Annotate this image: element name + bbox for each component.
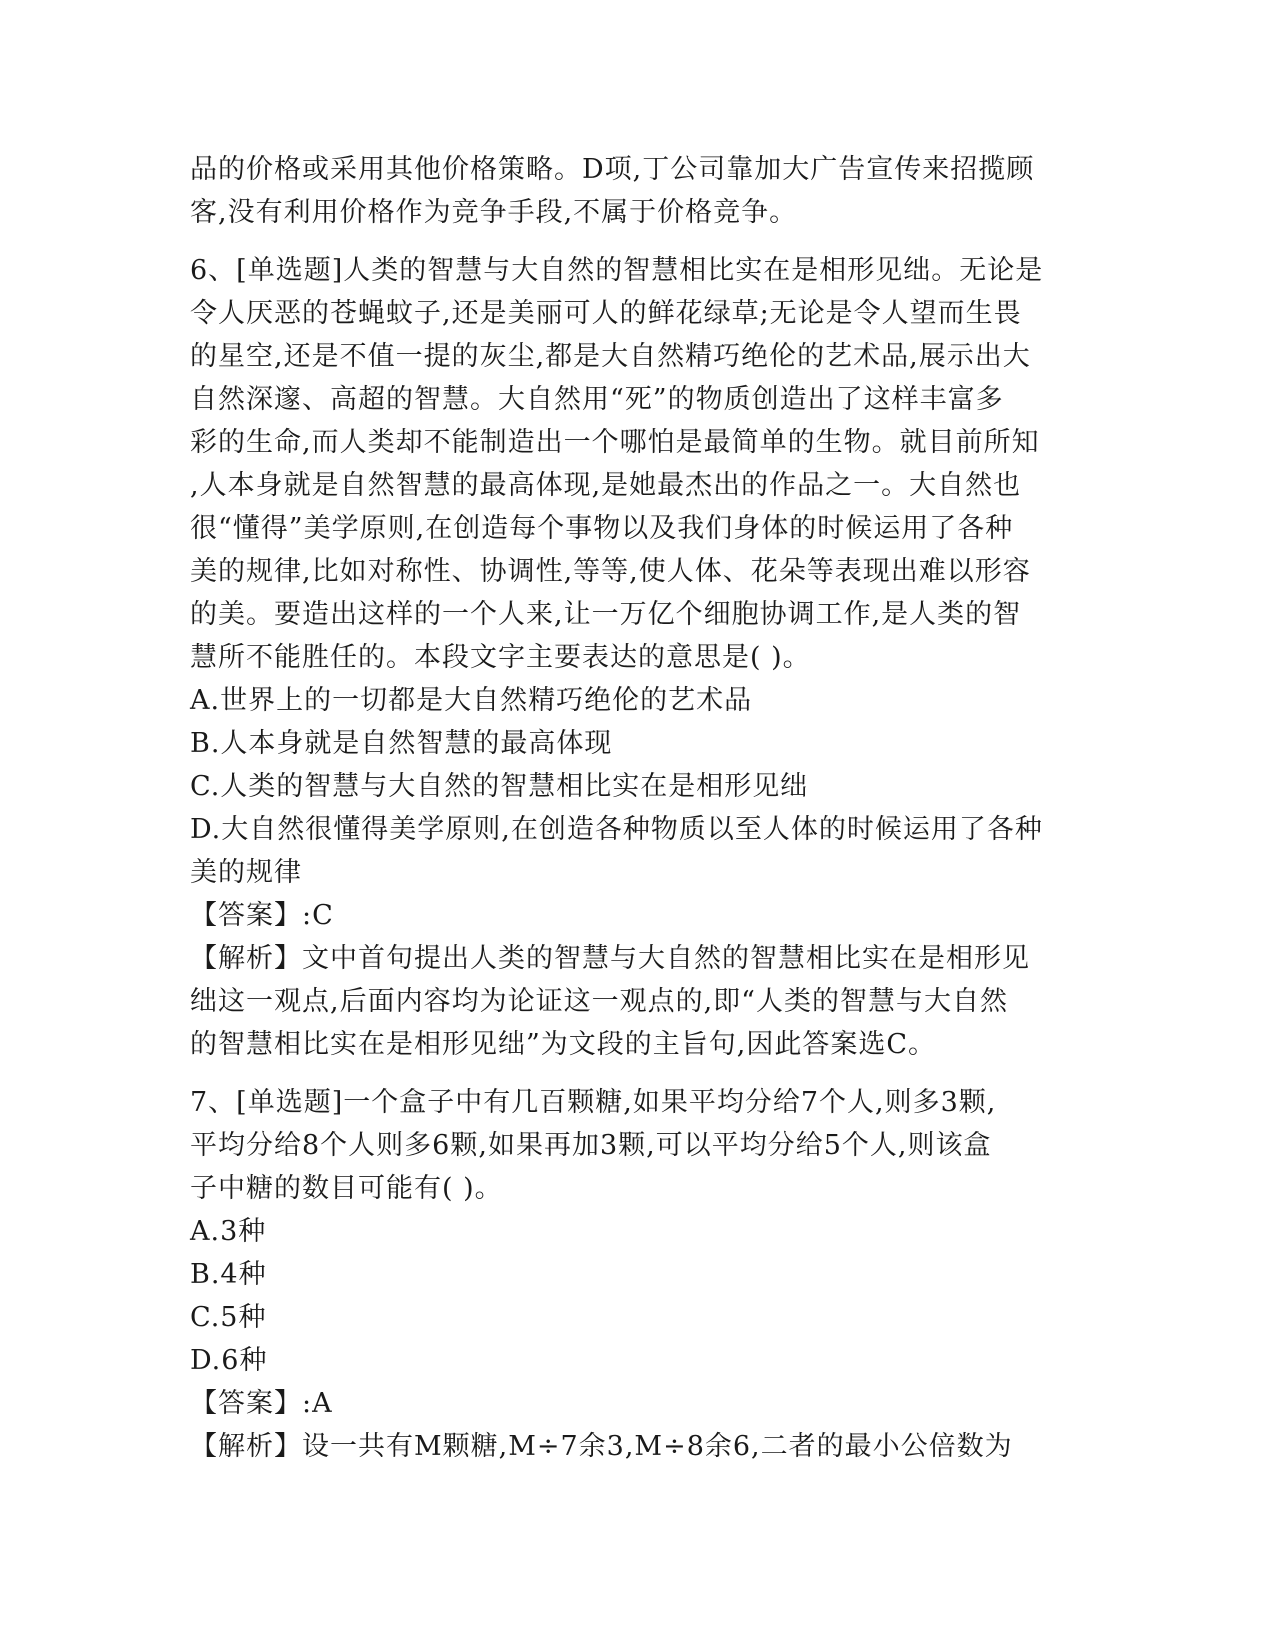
question-7 (190, 1081, 1070, 1468)
document-page (190, 148, 1070, 1468)
option-d: D.大自然很懂得美学原则,在创造各种物质以至人体的时候运用了各种 (190, 814, 1043, 845)
option-b: B.人本身就是自然智慧的最高体现 (190, 728, 613, 759)
question-line: 的星空,还是不值一提的灰尘,都是大自然精巧绝伦的艺术品,展示出大 (190, 341, 1031, 372)
previous-explanation (190, 148, 1070, 234)
option-d: D.6种 (190, 1345, 268, 1376)
question-line: 很“懂得”美学原则,在创造每个事物以及我们身体的时候运用了各种 (190, 513, 1014, 544)
question-line: 子中糖的数目可能有( )。 (190, 1173, 503, 1204)
option-c: C.人类的智慧与大自然的智慧相比实在是相形见绌 (190, 771, 809, 802)
question-line: 6、[单选题]人类的智慧与大自然的智慧相比实在是相形见绌。无论是 (190, 255, 1044, 286)
question-6 (190, 249, 1070, 1066)
question-line: 的美。要造出这样的一个人来,让一万亿个细胞协调工作,是人类的智 (190, 599, 1022, 630)
question-line: 平均分给8个人则多6颗,如果再加3颗,可以平均分给5个人,则该盒 (190, 1130, 992, 1161)
question-line: 自然深邃、高超的智慧。大自然用“死”的物质创造出了这样丰富多 (190, 384, 1004, 415)
text-line: 客,没有利用价格作为竞争手段,不属于价格竞争。 (190, 197, 798, 228)
option-a: A.3种 (190, 1216, 267, 1247)
answer: 【答案】:A (190, 1388, 333, 1419)
question-line: 慧所不能胜任的。本段文字主要表达的意思是( )。 (190, 642, 811, 673)
question-line: ,人本身就是自然智慧的最高体现,是她最杰出的作品之一。大自然也 (190, 470, 1022, 501)
explanation-line: 【解析】设一共有M颗糖,M÷7余3,M÷8余6,二者的最小公倍数为 (190, 1431, 1013, 1462)
option-d-continued: 美的规律 (190, 857, 302, 888)
explanation-line: 的智慧相比实在是相形见绌”为文段的主旨句,因此答案选C。 (190, 1029, 937, 1060)
question-line: 令人厌恶的苍蝇蚊子,还是美丽可人的鲜花绿草;无论是令人望而生畏 (190, 298, 1022, 329)
option-a: A.世界上的一切都是大自然精巧绝伦的艺术品 (190, 685, 753, 716)
explanation-line: 【解析】文中首句提出人类的智慧与大自然的智慧相比实在是相形见 (190, 943, 1030, 974)
question-line: 美的规律,比如对称性、协调性,等等,使人体、花朵等表现出难以形容 (190, 556, 1031, 587)
option-b: B.4种 (190, 1259, 267, 1290)
answer: 【答案】:C (190, 900, 334, 931)
option-c: C.5种 (190, 1302, 267, 1333)
text-line: 品的价格或采用其他价格策略。D项,丁公司靠加大广告宣传来招揽顾 (190, 154, 1035, 185)
question-line: 彩的生命,而人类却不能制造出一个哪怕是最简单的生物。就目前所知 (190, 427, 1040, 458)
explanation-line: 绌这一观点,后面内容均为论证这一观点的,即“人类的智慧与大自然 (190, 986, 1008, 1017)
question-line: 7、[单选题]一个盒子中有几百颗糖,如果平均分给7个人,则多3颗, (190, 1087, 997, 1118)
